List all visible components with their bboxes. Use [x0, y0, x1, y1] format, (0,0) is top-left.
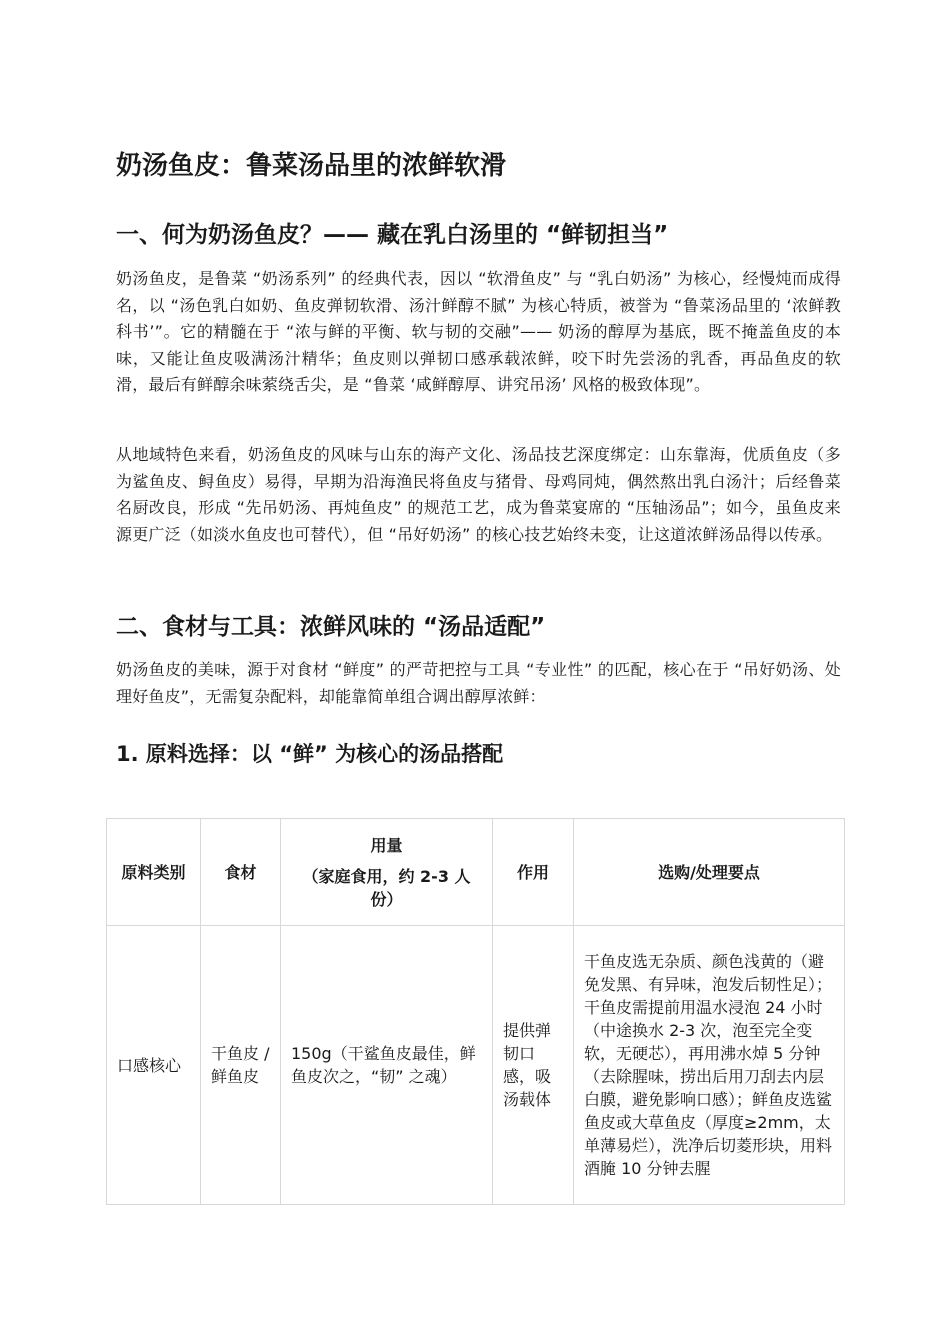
table-row [107, 926, 845, 1205]
intro-paragraph: 奶汤鱼皮，是鲁菜 “奶汤系列” 的经典代表，因以 “软滑鱼皮” 与 “乳白奶汤” 为核心，经慢炖而成得名，以 “汤色乳白如奶、鱼皮弹韧软滑、汤汁鲜醇不腻” 为核心特质，被誉为 “鲁菜汤品里的 ‘浓鲜教科书’”。它的精髓在于 “浓与鲜的平衡、软与韧的交融”—— 奶汤的醇厚为基底，既不掩盖鱼皮的本味，又能让鱼皮吸满汤汁精华；鱼皮则以弹韧口感承载浓鲜，咬下时先尝汤的乳香，再品鱼皮的软滑，最后有鲜醇余味萦绕舌尖，是 “鲁菜 ‘咸鲜醇厚、讲究吊汤’ 风格的极致体现”。 [116, 269, 841, 394]
page-title: 奶汤鱼皮：鲁菜汤品里的浓鲜软滑 [116, 151, 507, 181]
header-amount-label: 用量 [370, 835, 403, 855]
header-tips: 选购/处理要点 [574, 819, 845, 926]
cell-function: 提供弹韧口感，吸汤载体 [493, 926, 574, 1205]
cell-amount: 150g（干鲨鱼皮最佳，鲜鱼皮次之，“韧” 之魂） [281, 926, 493, 1205]
header-amount [281, 819, 493, 926]
table-header-row [107, 819, 845, 926]
section-heading-ingredients-tools: 二、食材与工具：浓鲜风味的 “汤品适配” [116, 614, 546, 640]
cell-ingredient: 干鱼皮 / 鲜鱼皮 [201, 926, 281, 1205]
subsection-heading-raw-materials: 1. 原料选择：以 “鲜” 为核心的汤品搭配 [116, 742, 504, 766]
ingredients-table [106, 818, 845, 1205]
section-heading-what-is: 一、何为奶汤鱼皮？—— 藏在乳白汤里的 “鲜韧担当” [116, 222, 669, 248]
header-amount-note: （家庭食用，约 2-3 人份） [302, 866, 471, 909]
header-function: 作用 [493, 819, 574, 926]
header-category: 原料类别 [107, 819, 201, 926]
cell-tips: 干鱼皮选无杂质、颜色浅黄的（避免发黑、有异味，泡发后韧性足）；干鱼皮需提前用温水浸泡 24 小时（中途换水 2-3 次，泡至完全变软，无硬芯），再用沸水焯 5 分钟（去除腥味，捞出后用刀刮去内层白膜，避免影响口感）；鲜鱼皮选鲨鱼皮或大草鱼皮（厚度≥2mm，太单薄易烂），洗净后切菱形块，用料酒腌 10 分钟去腥 [574, 926, 845, 1205]
cell-category: 口感核心 [107, 926, 201, 1205]
ingredients-intro-paragraph: 奶汤鱼皮的美味，源于对食材 “鲜度” 的严苛把控与工具 “专业性” 的匹配，核心在于 “吊好奶汤、处理好鱼皮”，无需复杂配料，却能靠简单组合调出醇厚浓鲜： [116, 660, 841, 706]
regional-paragraph: 从地域特色来看，奶汤鱼皮的风味与山东的海产文化、汤品技艺深度绑定：山东靠海，优质鱼皮（多为鲨鱼皮、鲟鱼皮）易得，早期为沿海渔民将鱼皮与猪骨、母鸡同炖，偶然熬出乳白汤汁；后经鲁菜名厨改良，形成 “先吊奶汤、再炖鱼皮” 的规范工艺，成为鲁菜宴席的 “压轴汤品”；如今，虽鱼皮来源更广泛（如淡水鱼皮也可替代），但 “吊好奶汤” 的核心技艺始终未变，让这道浓鲜汤品得以传承。 [116, 445, 841, 544]
header-ingredient: 食材 [201, 819, 281, 926]
